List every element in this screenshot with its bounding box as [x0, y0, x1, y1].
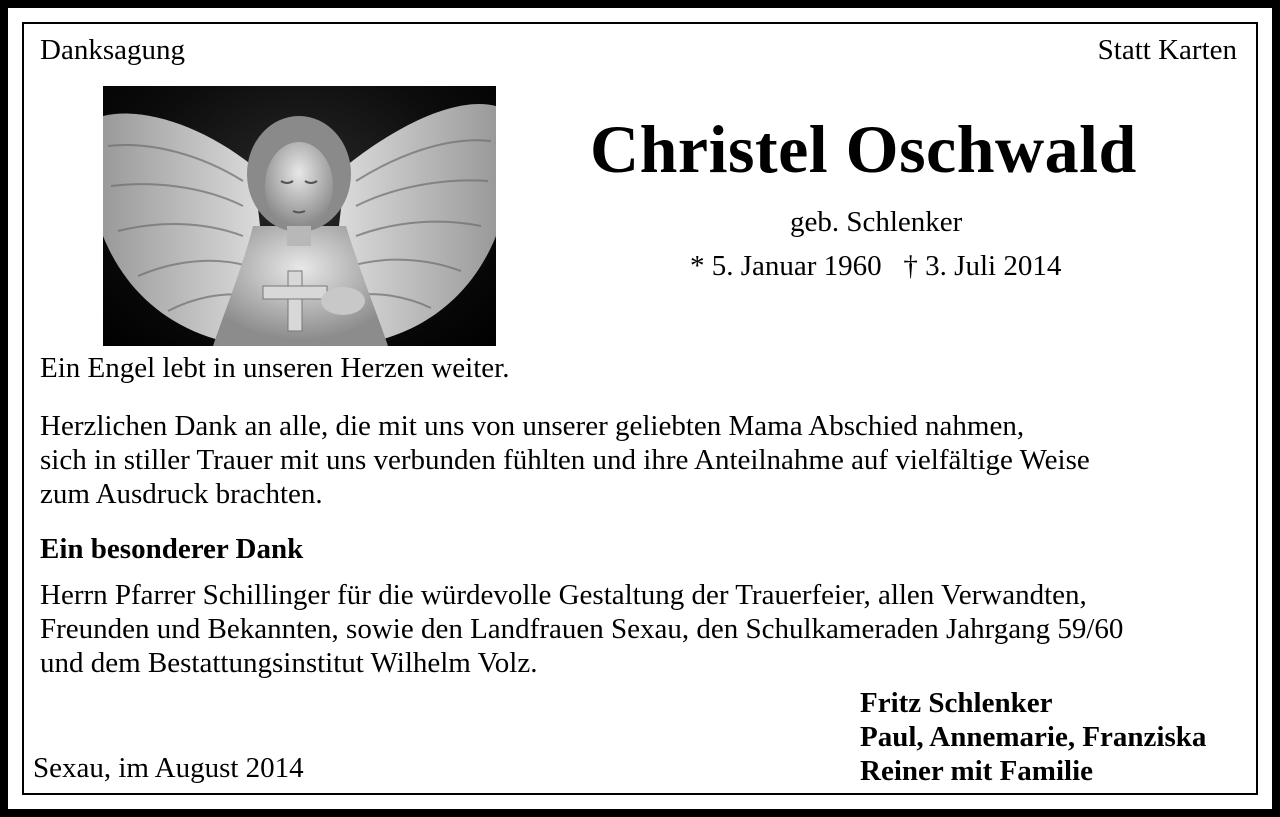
paragraph-line: Herrn Pfarrer Schillinger für die würdevolle Gestaltung der Trauerfeier, allen Verwandten,: [40, 579, 1087, 611]
signature-line: Fritz Schlenker: [860, 687, 1053, 719]
thanks-paragraph: [40, 409, 1090, 511]
signature-line: Reiner mit Familie: [860, 755, 1094, 787]
place-date: Sexau, im August 2014: [33, 752, 304, 784]
special-thanks-paragraph: [40, 578, 1123, 680]
signatures: [860, 686, 1206, 788]
maiden-name: geb. Schlenker: [790, 206, 963, 238]
special-thanks-heading: Ein besonderer Dank: [40, 533, 304, 565]
signature-line: Paul, Annemarie, Franziska: [860, 721, 1207, 753]
header-note: Statt Karten: [1097, 34, 1237, 66]
paragraph-line: Herzlichen Dank an alle, die mit uns von unserer geliebten Mama Abschied nahmen,: [40, 410, 1025, 442]
deceased-name: Christel Oschwald: [590, 111, 1137, 187]
paragraph-line: zum Ausdruck brachten.: [40, 478, 323, 510]
life-dates: * 5. Januar 1960 † 3. Juli 2014: [690, 250, 1062, 282]
paragraph-line: sich in stiller Trauer mit uns verbunden fühlten und ihre Anteilnahme auf vielfältige Weise: [40, 444, 1090, 476]
header-title: Danksagung: [40, 34, 185, 66]
motto-line: Ein Engel lebt in unseren Herzen weiter.: [40, 352, 510, 384]
paragraph-line: und dem Bestattungsinstitut Wilhelm Volz.: [40, 647, 538, 679]
paragraph-line: Freunden und Bekannten, sowie den Landfrauen Sexau, den Schulkameraden Jahrgang 59/60: [40, 613, 1124, 645]
angel-statue-image: [103, 86, 496, 346]
angel-statue-icon: [103, 86, 496, 346]
